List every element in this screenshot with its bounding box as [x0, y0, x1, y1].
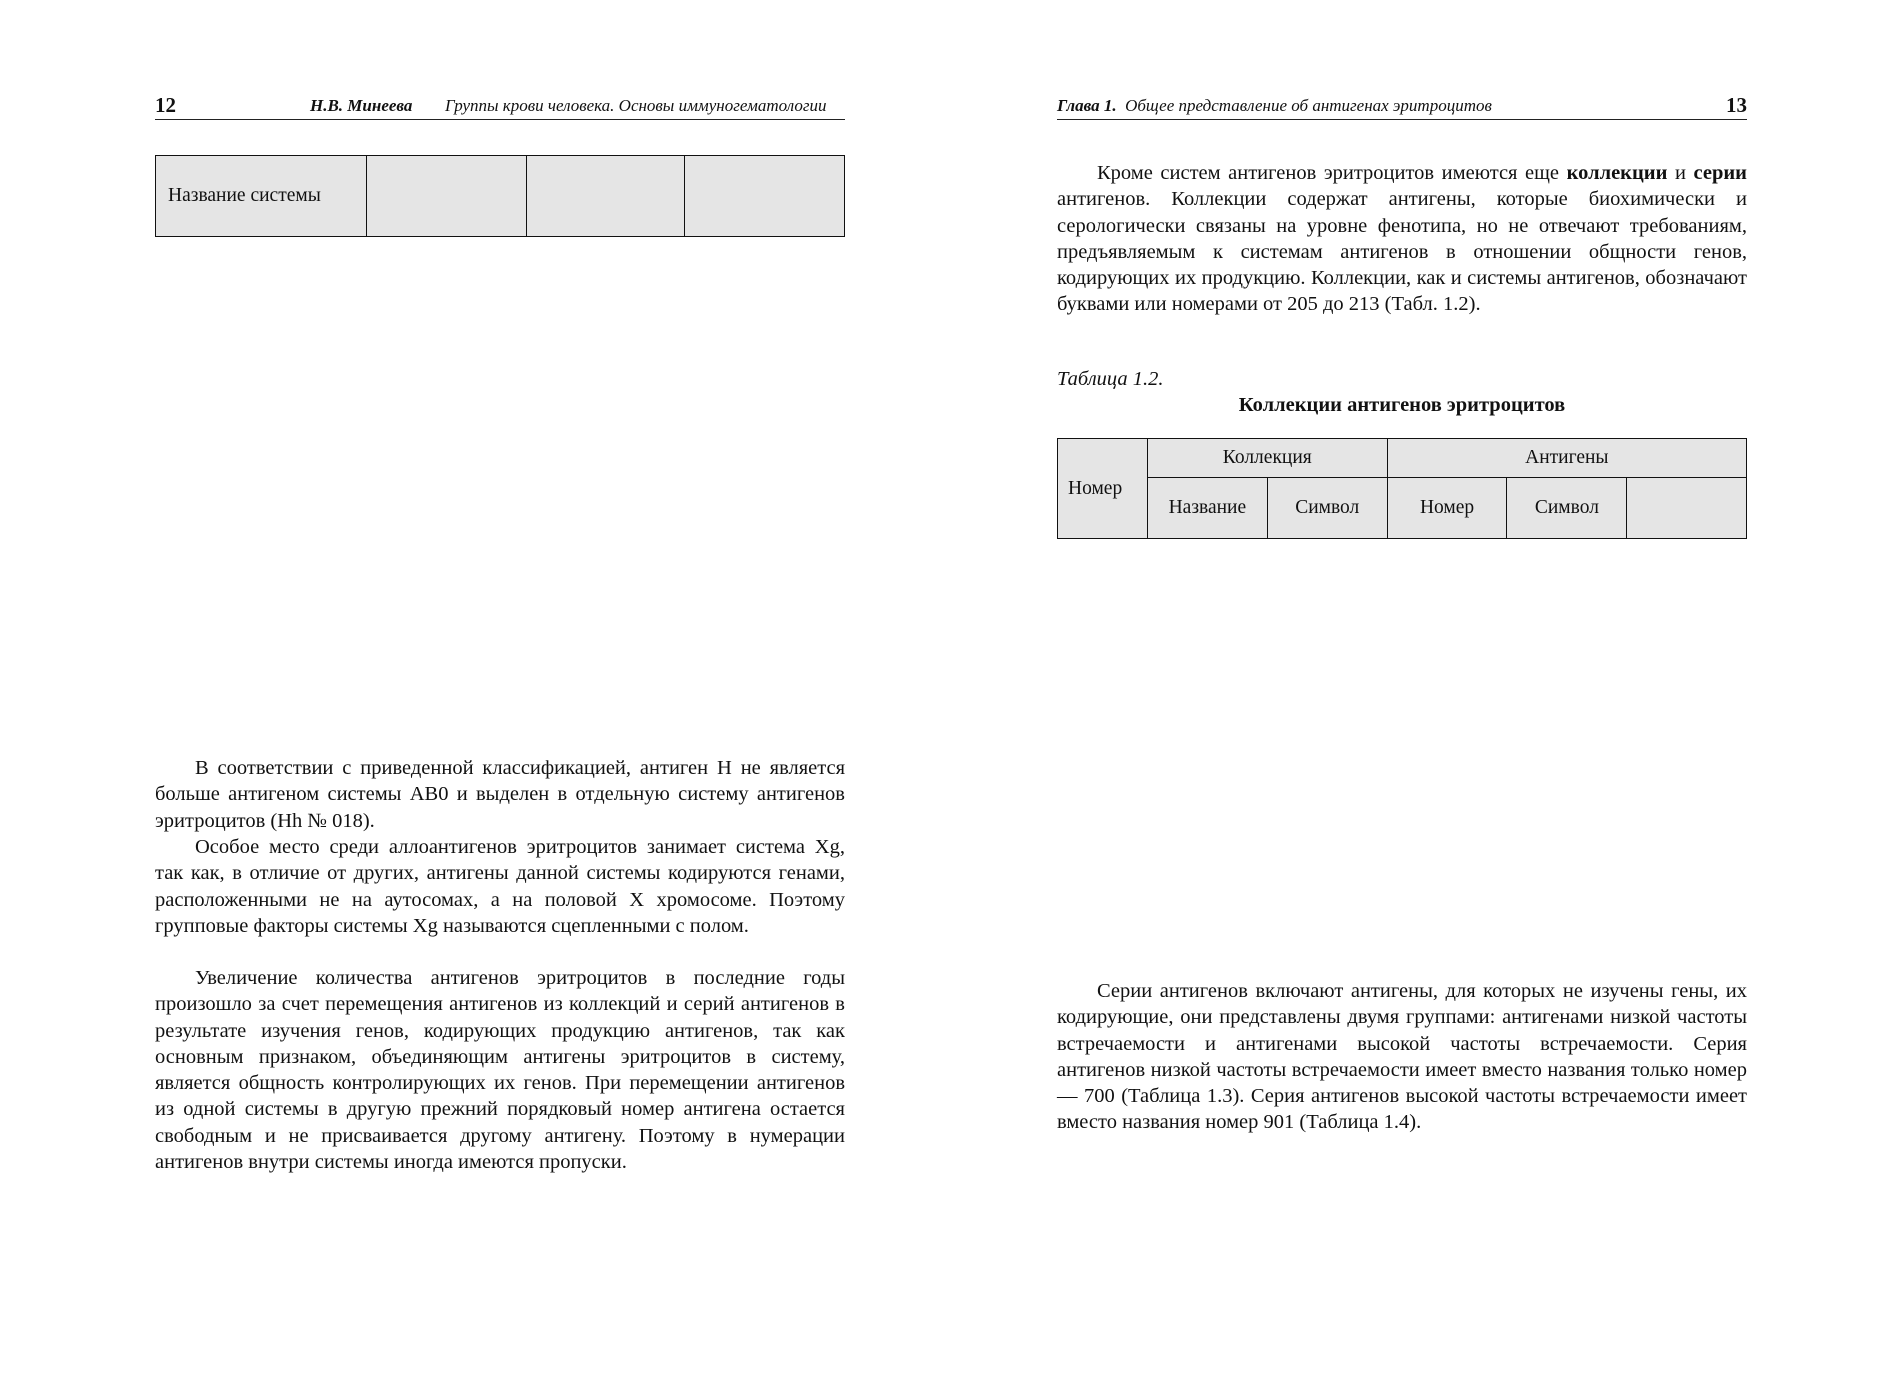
header-antigens-group: Антигены — [1387, 439, 1746, 478]
right-running-header — [1057, 93, 1747, 120]
header-antigen-symbol: Символ — [1507, 478, 1627, 539]
left-running-header — [155, 93, 845, 120]
intro-bold-series: серии — [1693, 162, 1747, 184]
intro-text: и — [1667, 162, 1694, 184]
paragraph-xg-system: Особое место среди аллоантигенов эритроцитов занимает система Xg, так как, в отличие от других, антигены данной системы кодируются генами, расположенными не на аутосомах, а на половой X хромосоме. Поэтому групповые факторы системы Xg называются сцепленными с полом. — [155, 836, 845, 937]
page-number: 12 — [155, 93, 176, 117]
header-system-number — [526, 156, 685, 237]
header-collection-name: Название — [1147, 478, 1267, 539]
table-header-row — [1058, 439, 1747, 478]
intro-text: антигенов. Коллекции содержат антигены, которые биохимически и серологически связаны на уровне фенотипа, но не отвечают требованиям, предъявляемым к системам антигенов в отношении общности генов, кодирующих их продукцию. Коллекции, как и системы антигенов, обозначают буквами или номерами от 205 до 213 (Табл. 1.2). — [1057, 188, 1747, 316]
paragraph-antigen-growth: Увеличение количества антигенов эритроцитов в последние годы произошло за счет перемещения антигенов из коллекций и серий антигенов в результате изучения генов, кодирующих продукцию антигенов, так как основным признаком, объединяющим антигены эритроцитов в систему, является общность контролирующих их генов. При перемещении антигенов из одной системы в другую прежний порядковый номер антигена остается свободным и не присваивается другому антигену. Поэтому в нумерации антигенов внутри системы иногда имеются пропуски. — [155, 967, 845, 1174]
header-line: Название системы — [168, 185, 321, 206]
header-author: Н.В. Минеева — [310, 96, 413, 115]
right-page — [945, 0, 1890, 1388]
paragraph-h-antigen: В соответствии с приведенной классификацией, антиген H не является больше антигеном системы AB0 и выделен в отдельную систему антигенов эритроцитов (Hh № 018). — [155, 757, 845, 832]
header-frequency — [1627, 478, 1747, 539]
table-subheader-row — [1058, 478, 1747, 539]
header-antigen-count — [685, 156, 845, 237]
header-isbt-symbol — [366, 156, 526, 237]
table-header-row — [156, 156, 845, 237]
table-title: Коллекции антигенов эритроцитов — [1238, 394, 1566, 416]
page-number: 13 — [1726, 93, 1747, 117]
header-collection-symbol: Символ — [1267, 478, 1387, 539]
intro-bold-collections: коллекции — [1566, 162, 1668, 184]
header-collection-group: Коллекция — [1147, 439, 1387, 478]
blood-group-systems-table — [155, 155, 845, 237]
table-label: Таблица 1.2. — [1057, 368, 1164, 390]
header-number: Номер — [1058, 439, 1148, 539]
antigen-collections-table — [1057, 438, 1747, 539]
header-book-title: Группы крови человека. Основы иммуногематологии — [445, 96, 827, 115]
header-chapter — [1057, 96, 1492, 116]
chapter-title: Общее представление об антигенах эритроцитов — [1125, 96, 1492, 115]
paragraph-antigen-series: Серии антигенов включают антигены, для которых не изучены гены, их кодирующие, они представлены двумя группами: антигенами низкой частоты встречаемости и антигенами высокой частоты встречаемости. Серия антигенов низкой частоты встречаемости имеет вместо названия только номер — 700 (Таблица 1.3). Серия антигенов высокой частоты встречаемости имеет вместо названия номер 901 (Таблица 1.4). — [1057, 980, 1747, 1134]
intro-text: Кроме систем антигенов эритроцитов имеются еще — [1097, 162, 1567, 184]
header-antigen-number: Номер — [1387, 478, 1507, 539]
header-system-name — [156, 156, 367, 237]
paragraph-collections-intro — [1057, 160, 1747, 318]
chapter-label: Глава 1. — [1057, 96, 1117, 115]
